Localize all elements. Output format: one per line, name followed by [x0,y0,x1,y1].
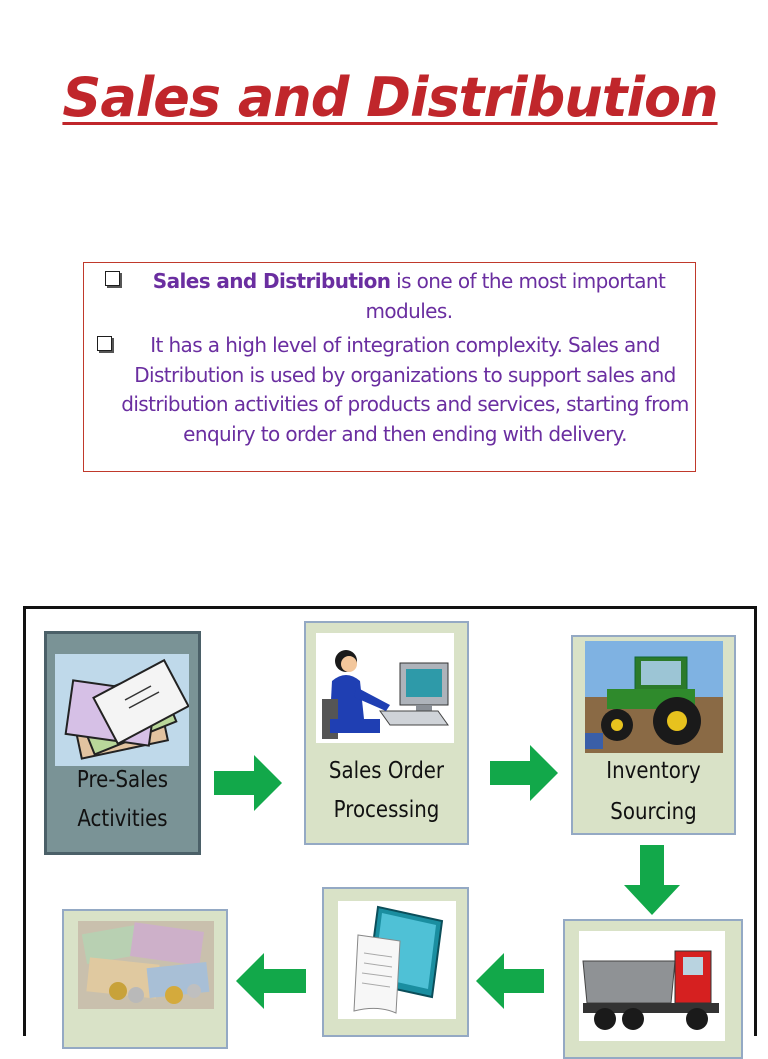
step-inventory [571,635,736,835]
bullet-square-icon [97,336,112,351]
bullet-1-bold: Sales and Distribution [152,269,391,293]
computer-user-icon [316,633,454,743]
envelopes-icon [55,654,189,766]
bullet-1 [134,267,684,326]
description-box [83,262,696,472]
step-inventory-label-1: Inventory [606,758,701,784]
arrow-down-icon [624,845,680,917]
step-pre-sales [44,631,201,855]
invoice-laptop-icon [338,901,456,1019]
step-inventory-label-2: Sourcing [610,799,697,825]
money-icon [78,921,214,1009]
bullet-square-icon [105,271,120,286]
step-sales-order-label-2: Processing [333,797,440,823]
tractor-icon [585,641,723,753]
arrow-left-icon [474,953,544,1009]
truck-icon [579,931,725,1041]
process-diagram [23,606,757,1036]
step-pre-sales-label-2: Activities [77,806,168,832]
bullet-1-text: is one of the most important modules. [365,269,666,323]
page-title: Sales and Distribution [62,66,718,129]
step-delivery [563,919,743,1059]
step-sales-order [304,621,469,845]
step-billing [322,887,469,1037]
arrow-left-icon [234,953,306,1009]
arrow-right-icon [490,745,560,801]
step-pre-sales-label-1: Pre-Sales [76,767,169,793]
bullet-2: It has a high level of integration complexity. Sales and Distribution is used by organizations to support sales and distribution activities of products and services, starting from enquiry to order and then ending with delivery. [121,333,689,446]
step-payment [62,909,228,1049]
arrow-right-icon [214,755,284,811]
step-sales-order-label-1: Sales Order [328,758,445,784]
